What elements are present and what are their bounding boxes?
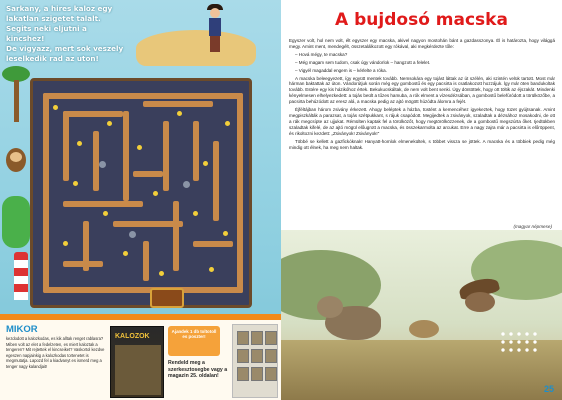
- order-instructions: Rendeld meg a szerkesztosegbe vagy a magazin 25. oldalan!: [168, 360, 228, 380]
- maze-wall: [63, 261, 103, 267]
- maze-wall: [43, 93, 49, 293]
- promo-title: MIKOR: [6, 324, 38, 335]
- treasure-maze[interactable]: [30, 78, 252, 308]
- page-number: 25: [543, 384, 554, 394]
- maze-wall: [193, 241, 233, 247]
- maze-wall: [63, 201, 143, 207]
- trap-hole-icon: [129, 231, 136, 238]
- pirate-head: [210, 8, 220, 18]
- small-bird-illustration: [409, 320, 439, 338]
- gold-coin-icon: [159, 271, 164, 276]
- gold-coin-icon: [193, 211, 198, 216]
- gold-coin-icon: [225, 121, 230, 126]
- page-thumbnail: [251, 367, 263, 381]
- monkey-illustration: [4, 140, 28, 174]
- magazine-promo: [0, 314, 281, 400]
- maze-wall: [123, 111, 129, 201]
- maze-wall: [213, 141, 219, 221]
- maze-wall: [43, 287, 243, 293]
- maze-wall: [43, 93, 243, 99]
- palm-trunk: [14, 80, 19, 122]
- magazine-cover[interactable]: [110, 326, 164, 398]
- story-page: [281, 0, 562, 400]
- maze-wall: [63, 111, 123, 117]
- maze-wall: [163, 121, 169, 191]
- maze-wall: [237, 93, 243, 293]
- story-dialogue: – Vigyél magaddal engem is – kérlelte a róka.: [295, 67, 387, 73]
- palm-tree-illustration: [2, 62, 30, 122]
- gold-coin-icon: [103, 211, 108, 216]
- gold-coin-icon: [77, 141, 82, 146]
- sparrow-body: [465, 292, 495, 312]
- story-body: [289, 38, 555, 152]
- promo-stripe: [0, 314, 281, 320]
- page-thumbnail: [237, 349, 249, 363]
- story-illustration: [281, 230, 562, 400]
- pirate-legs: [210, 36, 220, 52]
- page-thumbnail: [251, 331, 263, 345]
- story-paragraph: Éjféltájban három zsivány érkezett. Ahogy beléptek a házba, tüstént a kemencéhez igyekeztek, hogy tüzet gyújtsanak. Amint megpiszkálták a parazsat, a tojás szétpukkant, s rájuk csapódott. Megijedtek a zsiványok, szaladtak a dézsához mosakodni, de ott a rák megcsípte az ujjukat. Rémülten kaptak fel a törülközőt, hogy megtörölközzenek, de a gombostű megszúrta őket. Ijedtükben szaladtak kifelé, de az ajtó mögül előugrott a macska, és összekarmolta az arcukat. Erre a nagy zajra már a pacsirta is előröppent, és rikoltozni kezdett: „Zsiványok! Zsiványok!”: [289, 107, 555, 136]
- page-thumbnail: [265, 349, 277, 363]
- maze-wall: [143, 241, 149, 281]
- page-thumbnail: [237, 367, 249, 381]
- intro-line: lakatlan szigetet talalt.: [6, 14, 101, 23]
- lighthouse-illustration: [14, 252, 28, 300]
- story-dialogue: – Még magam sem tudom, csak úgy vándorlok – hangzott a felelet.: [295, 59, 431, 65]
- page-thumbnail: [251, 349, 263, 363]
- gold-coin-icon: [107, 121, 112, 126]
- maze-wall: [143, 101, 213, 107]
- page-thumbnail: [265, 331, 277, 345]
- gold-coin-icon: [203, 161, 208, 166]
- flowers-illustration: [499, 330, 539, 354]
- gold-coin-icon: [73, 181, 78, 186]
- island-illustration: [136, 30, 256, 66]
- intro-line: leselkedik rad az uton!: [6, 54, 99, 63]
- intro-line: De vigyazz, mert sok veszely: [6, 44, 124, 53]
- gold-coin-icon: [53, 105, 58, 110]
- gold-coin-icon: [177, 111, 182, 116]
- story-source: (magyar népmese): [513, 224, 552, 229]
- cat-head: [317, 296, 343, 318]
- gold-coin-icon: [63, 241, 68, 246]
- page-thumbnail: [237, 331, 249, 345]
- maze-wall: [173, 201, 179, 271]
- story-dialogue: – Hová mégy, te macska?: [295, 51, 348, 57]
- treasure-chest-icon: [150, 288, 184, 308]
- pirate-illustration: [204, 4, 226, 54]
- gold-coin-icon: [137, 145, 142, 150]
- maze-wall: [93, 131, 99, 191]
- maze-wall: [193, 121, 199, 181]
- page-thumbnail: [265, 367, 277, 381]
- intro-line: Sarkany, a hires kaloz egy: [6, 4, 113, 13]
- story-paragraph: A macska beleegyezett, így együtt mentek tovább. Nemsokára egy tojást láttak az út szélén, aki szintén velük tartott. Most már hárman baktattak az úton. Vándorútjuk során még egy gombostű és egy pacsirta is csatlakozott hozzájuk. Így már öten bandukoltak tovább. Estére egy kis házikóhoz értek. Bekukucskáltak, de nem volt bent senki. Úgy döntöttek, hogy ott töltik az éjszakát. Mindenki kényelmesen elhelyezkedett: a tojás beült a tűzes hamuba, a rók elment a vízesdézsában, a gombostű belefúródott a törülközőbe, a pacsirta behúzódott az eresz alá, a macska pedig az ajtó mögött húzódta álomra a fejét.: [289, 75, 555, 105]
- gift-badge: Ajandek 1 db toltotoll es poszter!: [168, 326, 220, 356]
- sparrow-illustration: [459, 280, 505, 318]
- intro-line: Segits neki eljutni a kincshez!: [6, 24, 87, 43]
- gold-coin-icon: [209, 267, 214, 272]
- maze-wall: [63, 111, 69, 181]
- cat-illustration: [317, 288, 387, 346]
- pirate-body: [209, 18, 221, 36]
- trap-hole-icon: [183, 181, 190, 188]
- maze-intro-text: [6, 4, 126, 64]
- magazine-cover-title: KALOZOK: [115, 333, 150, 340]
- story-title: A bujdosó macska: [335, 10, 508, 30]
- gold-coin-icon: [153, 191, 158, 196]
- promo-description: kezdodott a kalozkodas, es kik alltak renget rablasra? Miben volt az elet a fedelzeten, es miert kaloztak a tengeren? Mit rejtettek el kincseiket? Vaskortol kezdve egeszen napjainkig a kalozkodas tortenetet is megmutatja. Lapozd fel a kiadvanyt es ismerd meg a tenger nagy kalandjait!: [6, 336, 105, 369]
- gold-coin-icon: [123, 251, 128, 256]
- gold-coin-icon: [223, 231, 228, 236]
- magazine-cover-image: [115, 345, 161, 395]
- story-paragraph: Többé se kellett a gazfickóknak! Hanyatt-homlok elmenekültek, s többet vissza se jöttek. A macska és a többiek pedig még mindig ott élnek, ha meg nem haltak.: [289, 138, 555, 150]
- maze-wall: [133, 171, 163, 177]
- monkey-face: [10, 152, 22, 162]
- trap-hole-icon: [99, 161, 106, 168]
- magazine-pages-preview: [232, 324, 278, 398]
- lizard-illustration: [2, 196, 30, 248]
- story-paragraph: Egyszer volt, hol nem volt, élt egyszer egy macska, akivel nagyon mostohán bánt a gazdasszonya. Él is határozta, hogy világgá megy. Amint ment, mendegélt, összetalálkozott egy rókával, aki megkérdezte tőle:: [289, 38, 555, 49]
